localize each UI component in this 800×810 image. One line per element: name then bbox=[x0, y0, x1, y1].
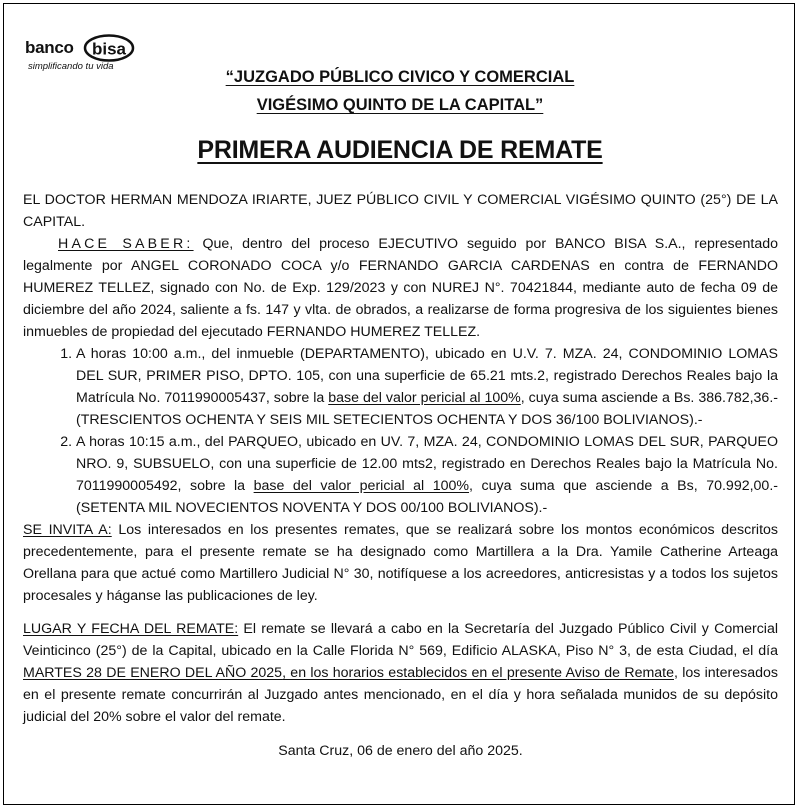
invita-paragraph: SE INVITA A: Los interesados en los presentes remates, que se realizará sobre los montos económicos descritos precedentemente, para el presente remate se ha designado como Martillera a la Dra. Yamile Catherine Arteaga Orellana para que actué como Martillero Judicial N° 30, notifíquese a los acreedores, anticresistas y a todos los sujetos procesales y háganse las publicaciones de ley. bbox=[23, 522, 778, 604]
hace-saber-paragraph: HACE SABER: Que, dentro del proceso EJECUTIVO seguido por BANCO BISA S.A., representado legalmente por ANGEL CORONADO COCA y/o FERNANDO GARCIA CARDENAS en contra de FERNANDO HUMEREZ TELLEZ, signado con No. de Exp. 129/2023 y con NUREJ N°. 70421844, mediante auto de fecha 09 de diciembre del año 2024, saliente a fs. 147 y vlta. de obrados, a realizarse de forma progresiva de los siguientes bienes inmuebles de propiedad del ejecutado FERNANDO HUMEREZ TELLEZ. bbox=[23, 236, 778, 340]
logo-mark-text: bisa bbox=[91, 39, 127, 59]
lugar-label: LUGAR Y FECHA DEL REMATE: bbox=[23, 621, 239, 637]
lugar-paragraph: LUGAR Y FECHA DEL REMATE: El remate se llevará a cabo en la Secretaría del Juzgado Público Civil y Comercial Veinticinco (25°) de la Capital, ubicado en la Calle Florida N° 569, Edificio ALASKA, Piso N° 3, de esta Ciudad, el día MARTES 28 DE ENERO DEL AÑO 2025, en los horarios establecidos en el presente Aviso de Remate, los interesados en el presente remate concurrirán al Juzgado antes mencionado, en el día y hora señalada munidos de su depósito judicial del 20% sobre el valor del remate. bbox=[23, 621, 778, 725]
auction-date: MARTES 28 DE ENERO DEL AÑO 2025 bbox=[23, 665, 283, 681]
list-item: 1. A horas 10:00 a.m., del inmueble (DEPARTAMENTO), ubicado en U.V. 7. MZA. 24, CONDOMINIO LOMAS DEL SUR, PRIMER PISO, DPTO. 105, con una superficie de 65.21 mts.2, registrado Derechos Reales bajo la Matrícula No. 7011990005437, sobre la base del valor pericial al 100%, cuya suma asciende a Bs. 386.782,36.- (TRESCIENTOS OCHENTA Y SEIS MIL SETECIENTOS OCHENTA Y DOS 36/100 BOLIVIANOS).- bbox=[76, 343, 778, 431]
list-item: 2. A horas 10:15 a.m., del PARQUEO, ubicado en UV. 7, MZA. 24, CONDOMINIO LOMAS DEL SUR, PARQUEO NRO. 9, SUBSUELO, con una superficie de 12.00 mts2, registrado en Derechos Reales bajo la Matrícula No. 7011990005492, sobre la base del valor pericial al 100%, cuya suma que asciende a Bs, 70.992,00.- (SETENTA MIL NOVECIENTOS NOVENTA Y DOS 00/100 BOLIVIANOS).- bbox=[76, 431, 778, 519]
court-header-line1: “JUZGADO PÚBLICO CIVICO Y COMERCIAL bbox=[225, 68, 575, 86]
bisa-mark-icon bbox=[83, 34, 135, 64]
invita-label: SE INVITA A: bbox=[23, 522, 112, 538]
notice-title: PRIMERA AUDIENCIA DE REMATE bbox=[197, 136, 603, 164]
intro-paragraph: EL DOCTOR HERMAN MENDOZA IRIARTE, JUEZ PÚBLICO CIVIL Y COMERCIAL VIGÉSIMO QUINTO (25°) DE LA CAPITAL. bbox=[23, 192, 778, 230]
hace-saber-label: HACE SABER: bbox=[58, 236, 194, 252]
court-header-line2: VIGÉSIMO QUINTO DE LA CAPITAL” bbox=[256, 96, 544, 114]
auction-items-list bbox=[23, 343, 778, 519]
notice-body bbox=[23, 189, 778, 762]
logo-tagline: simplificando tu vida bbox=[28, 61, 114, 72]
closing-date: Santa Cruz, 06 de enero del año 2025. bbox=[278, 743, 523, 759]
logo-word: banco bbox=[25, 38, 74, 57]
